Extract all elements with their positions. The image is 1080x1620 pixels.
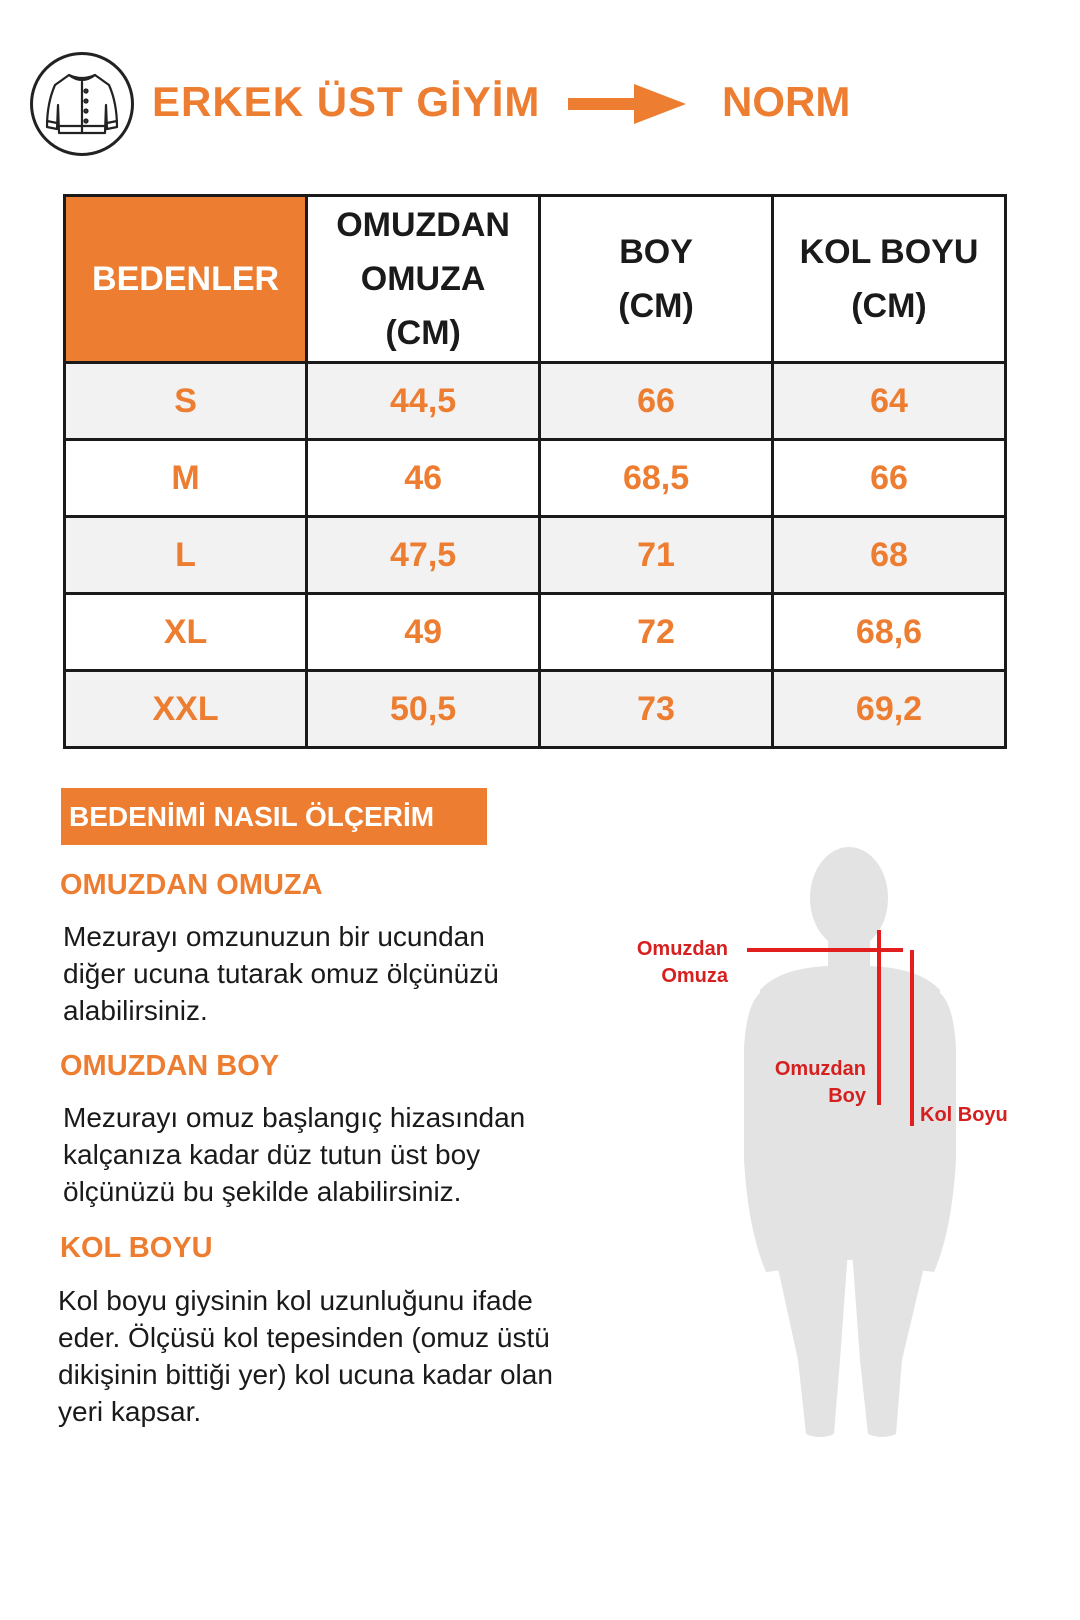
section-title-sleeve: KOL BOYU bbox=[60, 1232, 213, 1264]
section-text-length: Mezurayı omuz başlangıç hizasından kalçanıza kadar düz tutun üst boy ölçünüzü bu şekilde alabilirsiniz. bbox=[63, 1102, 526, 1207]
header-sizes: BEDENLER bbox=[65, 196, 307, 363]
label-shoulder: Omuzdan Omuza bbox=[636, 938, 728, 987]
header-shoulder: OMUZDAN OMUZA (CM) bbox=[307, 196, 540, 363]
label-length: Omuzdan Boy bbox=[774, 1058, 866, 1107]
value-cell: 69,2 bbox=[773, 671, 1006, 748]
size-cell: XXL bbox=[65, 671, 307, 748]
size-cell: S bbox=[65, 363, 307, 440]
jacket-logo bbox=[30, 52, 134, 156]
value-cell: 46 bbox=[307, 440, 540, 517]
value-cell: 44,5 bbox=[307, 363, 540, 440]
table-row bbox=[65, 594, 1006, 671]
page-title: ERKEK ÜST GİYİM bbox=[152, 78, 541, 125]
arrow-right-icon bbox=[568, 82, 688, 131]
value-cell: 64 bbox=[773, 363, 1006, 440]
howto-banner: BEDENİMİ NASIL ÖLÇERİM bbox=[61, 788, 487, 845]
size-cell: XL bbox=[65, 594, 307, 671]
value-cell: 68,5 bbox=[540, 440, 773, 517]
size-cell: L bbox=[65, 517, 307, 594]
section-text-sleeve: Kol boyu giysinin kol uzunluğunu ifade eder. Ölçüsü kol tepesinden (omuz üstü dikişinin bittiği yer) kol ucuna kadar olan yeri kapsar. bbox=[58, 1285, 553, 1427]
size-table bbox=[63, 194, 1007, 749]
table-row bbox=[65, 440, 1006, 517]
value-cell: 66 bbox=[773, 440, 1006, 517]
section-title-length: OMUZDAN BOY bbox=[60, 1050, 280, 1082]
value-cell: 49 bbox=[307, 594, 540, 671]
table-row bbox=[65, 517, 1006, 594]
fit-type: NORM bbox=[722, 78, 851, 125]
value-cell: 71 bbox=[540, 517, 773, 594]
value-cell: 68,6 bbox=[773, 594, 1006, 671]
label-sleeve: Kol Boyu bbox=[920, 1104, 1008, 1126]
section-title-shoulder: OMUZDAN OMUZA bbox=[60, 869, 323, 901]
jacket-icon bbox=[33, 55, 131, 153]
header-sleeve: KOL BOYU (CM) bbox=[773, 196, 1006, 363]
body-silhouette bbox=[640, 840, 1060, 1440]
value-cell: 68 bbox=[773, 517, 1006, 594]
body-measurement-figure bbox=[636, 840, 1060, 1445]
header-length: BOY (CM) bbox=[540, 196, 773, 363]
value-cell: 66 bbox=[540, 363, 773, 440]
size-cell: M bbox=[65, 440, 307, 517]
value-cell: 72 bbox=[540, 594, 773, 671]
section-text-shoulder: Mezurayı omzunuzun bir ucundan diğer ucuna tutarak omuz ölçünüzü alabilirsiniz. bbox=[63, 921, 499, 1026]
table-header-row bbox=[65, 196, 1006, 363]
value-cell: 73 bbox=[540, 671, 773, 748]
value-cell: 47,5 bbox=[307, 517, 540, 594]
value-cell: 50,5 bbox=[307, 671, 540, 748]
table-row bbox=[65, 671, 1006, 748]
table-row bbox=[65, 363, 1006, 440]
